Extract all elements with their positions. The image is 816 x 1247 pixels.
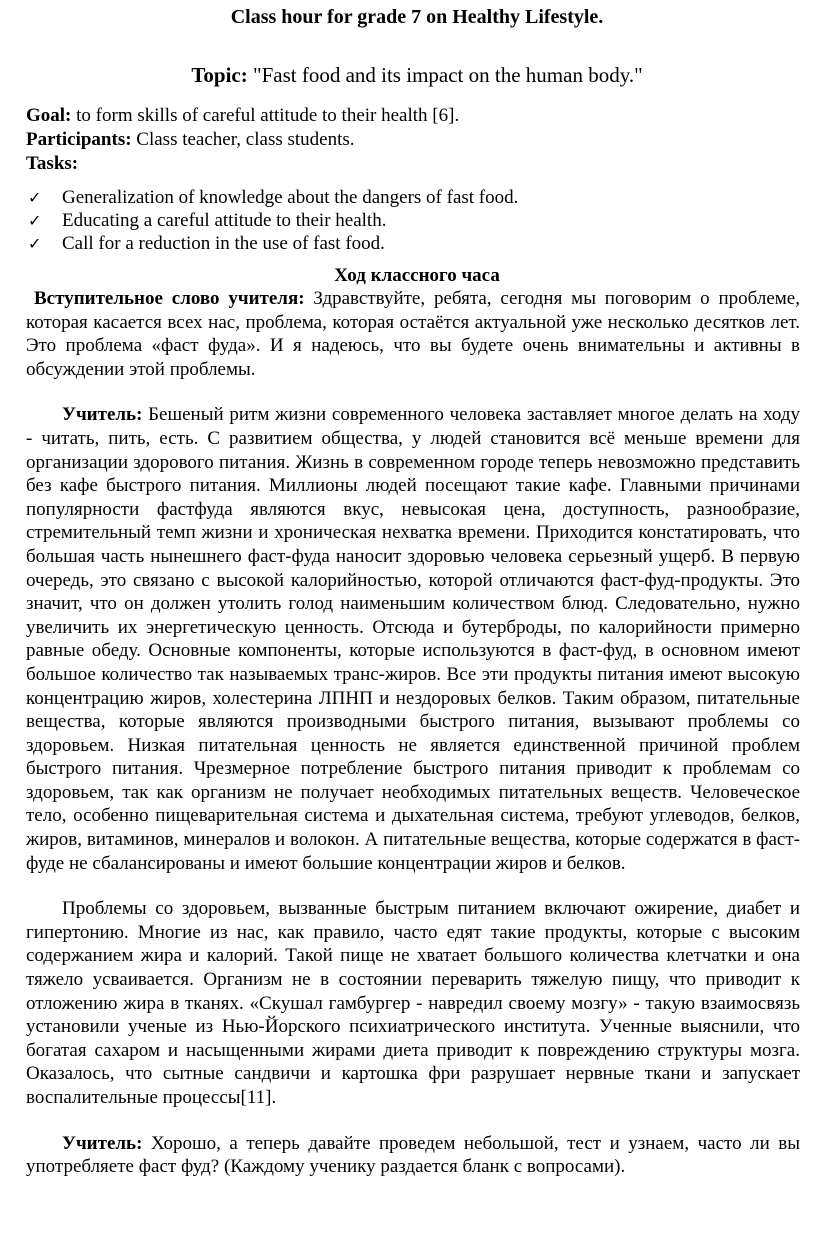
paragraph-spacer — [26, 1110, 808, 1132]
task-item — [26, 232, 808, 255]
tasks-list — [26, 186, 808, 255]
document-title: Class hour for grade 7 on Healthy Lifestyle. — [230, 6, 604, 28]
teacher-paragraph-2 — [26, 1132, 808, 1179]
teacher-label: Учитель: — [62, 1132, 143, 1154]
teacher-label: Учитель: — [62, 404, 143, 426]
meta-block — [26, 104, 808, 176]
paragraph-spacer — [26, 875, 808, 897]
goal-text: to form skills of careful attitude to their health [6]. — [71, 105, 460, 126]
tasks-label: Tasks: — [26, 153, 79, 174]
section-heading: Ход классного часа — [334, 265, 500, 286]
topic-label: Topic: — [191, 63, 248, 87]
intro-text: Здравствуйте, ребята, сегодня мы поговорим о проблеме, которая касается всех нас, проблема, которая остаётся актуальной уже несколько десятков лет. Это проблема «фаст фуда». И я надеюсь, что вы будете очень внимательны и активны в обсуждении этой проблемы. — [26, 288, 800, 380]
participants-label: Participants: — [26, 129, 132, 150]
topic-text: "Fast food and its impact on the human body." — [253, 63, 643, 87]
task-item — [26, 209, 808, 232]
check-mark-icon: ✓ — [28, 188, 42, 207]
teacher-text: Хорошо, а теперь давайте проведем небольшой, тест и узнаем, часто ли вы употребляете фаст фуд? (Каждому ученику раздается бланк с вопросами). — [26, 1132, 800, 1178]
participants-text: Class teacher, class students. — [131, 129, 355, 150]
intro-label: Вступительное слово учителя: — [34, 288, 305, 309]
check-mark-icon: ✓ — [28, 234, 42, 253]
paragraph-spacer — [26, 381, 808, 403]
check-mark-icon: ✓ — [28, 211, 42, 230]
teacher-paragraph-1 — [26, 403, 808, 875]
teacher-text: Бешеный ритм жизни современного человека заставляет многое делать на ходу - читать, пить, есть. С развитием общества, у людей становится всё меньше времени для организации здорового питания. Жизнь в современном городе теперь невозможно представить без кафе быстрого питания. Миллионы людей посещают такие кафе. Главными причинами популярности фастфуда являются вкус, невысокая цена, доступность, разнообразие, стремительный темп жизни и хроническая нехватка времени. Приходится констатировать, что большая часть нынешнего фаст-фуда наносит здоровью человека серьезный ущерб. В первую очередь, это связано с высокой калорийностью, которой отличаются фаст-фуд-продукты. Это значит, что он должен утолить голод наименьшим количеством блюд. Следовательно, нужно увеличить их энергетическую ценность. Отсюда и бутерброды, по калорийности примерно равные обеду. Основные компоненты, которые используются в фаст-фуд, в основном имеют большое количество так называемых транс-жиров. Все эти продукты питания имеют высокую концентрацию жиров, холестерина ЛПНП и нездоровых белков. Таким образом, питательные вещества, которые являются производными быстрого питания, вызывают проблемы со здоровьем. Низкая питательная ценность не является единственной причиной проблем быстрого питания. Чрезмерное потребление быстрого питания приводит к проблемам со здоровьем, так как организм не получает необходимых питательных веществ. Человеческое тело, особенно пищеварительная система и дыхательная система, требуют углеводов, белков, жиров, витаминов, минералов и волокон. А питательные вещества, которые содержатся в фаст-фуде не сбалансированы и имеют большие концентрации жиров и белков. — [26, 404, 800, 874]
goal-label: Goal: — [26, 105, 72, 126]
intro-paragraph — [26, 287, 808, 381]
problems-paragraph: Проблемы со здоровьем, вызванные быстрым питанием включают ожирение, диабет и гипертонию. Многие из нас, как правило, часто едят такие продукты, которые с высоким содержанием жира и калорий. Такой пище не хватает большого количества клетчатки и она тяжело усваивается. Организм не в состоянии переварить тяжелую пищу, что приводит к отложению жира в тканях. «Скушал гамбургер - навредил своему мозгу» - такую взаимосвязь установили ученые из Нью-Йорского психиатрического института. Ученные выяснили, что богатая сахаром и насыщенными жирами диета приводит к повреждению структуры мозга. Оказалось, что сытные сандвичи и картошка фри разрушает нервные ткани и запускает воспалительные процессы[11]. — [26, 898, 800, 1108]
tasks-heading — [26, 152, 808, 176]
task-text: Generalization of knowledge about the dangers of fast food. — [62, 187, 519, 208]
topic-line — [26, 62, 808, 88]
goal-line — [26, 104, 808, 128]
task-text: Educating a careful attitude to their health. — [62, 210, 387, 231]
participants-line — [26, 128, 808, 152]
task-item — [26, 186, 808, 209]
task-text: Call for a reduction in the use of fast food. — [62, 233, 385, 254]
